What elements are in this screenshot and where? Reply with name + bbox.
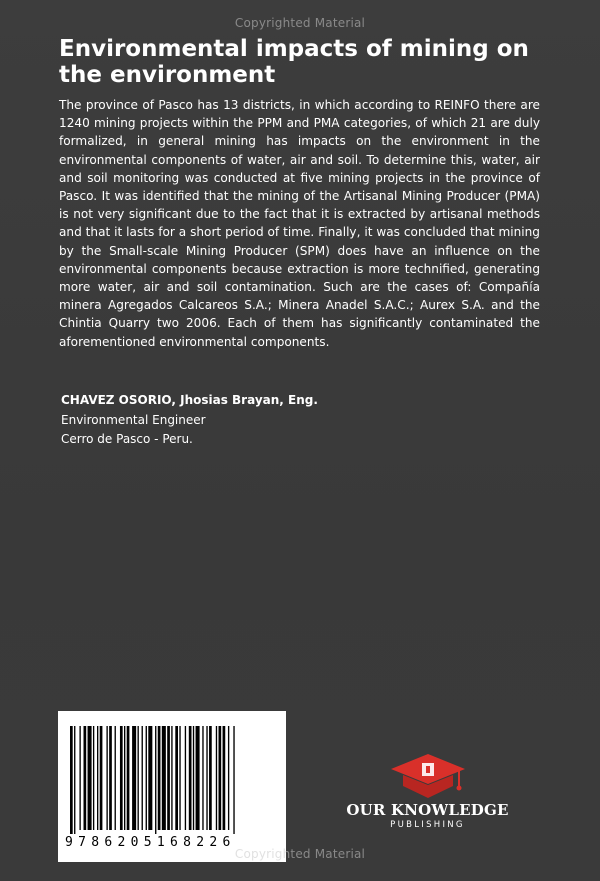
barcode-bar	[175, 726, 178, 830]
barcode-bar	[167, 726, 170, 830]
barcode-bar	[106, 726, 107, 830]
barcode-bar	[233, 726, 234, 834]
barcode-bar	[70, 726, 73, 834]
barcode-bar	[228, 726, 229, 830]
barcode-bar	[124, 726, 125, 830]
author-location: Cerro de Pasco - Peru.	[61, 432, 193, 446]
book-title: Environmental impacts of mining on the environment	[59, 36, 529, 88]
barcode-bar	[88, 726, 92, 830]
barcode-bar	[138, 726, 139, 830]
author-name: CHAVEZ OSORIO, Jhosias Brayan, Eng.	[61, 393, 318, 407]
watermark-top: Copyrighted Material	[234, 16, 366, 30]
barcode-bar	[120, 726, 123, 830]
barcode-bars	[70, 726, 274, 834]
barcode-bar	[100, 726, 103, 830]
barcode-bar	[223, 726, 226, 830]
barcode-bar	[127, 726, 130, 830]
barcode-bar	[209, 726, 212, 830]
barcode-bar	[132, 726, 136, 830]
barcode-bar	[179, 726, 180, 830]
barcode-bar	[185, 726, 186, 830]
barcode-bar	[219, 726, 222, 830]
barcode-bar	[202, 726, 203, 830]
barcode-bar	[142, 726, 143, 830]
barcode-bar	[93, 726, 94, 830]
author-role: Environmental Engineer	[61, 412, 206, 427]
author-block	[61, 391, 318, 450]
barcode-bar	[171, 726, 172, 830]
isbn-barcode	[58, 711, 286, 862]
barcode-bar	[146, 726, 147, 830]
barcode-bar	[196, 726, 200, 830]
barcode-bar	[189, 726, 192, 830]
barcode-bar	[79, 726, 80, 830]
barcode-bar	[155, 726, 156, 834]
publisher-logo-block	[345, 752, 510, 830]
barcode-bar	[115, 726, 116, 830]
barcode-digits: 9786205168226	[65, 835, 236, 850]
barcode-bar	[162, 726, 166, 830]
barcode-bar	[97, 726, 98, 830]
watermark-bottom: Copyrighted Material	[234, 847, 366, 861]
barcode-bar	[84, 726, 87, 830]
mortarboard-book-icon	[389, 752, 467, 800]
publisher-subtitle: PUBLISHING	[390, 820, 465, 830]
barcode-bar	[206, 726, 207, 830]
publisher-name: OUR KNOWLEDGE	[346, 801, 509, 819]
barcode-bar	[148, 726, 152, 830]
barcode-bar	[193, 726, 194, 830]
barcode-bar	[74, 726, 75, 834]
book-abstract: The province of Pasco has 13 districts, in which according to REINFO there are 1240 mining projects within the PPM and PMA categories, of which 21 are duly formalized, in general mining has impacts on the environment in the environmental components of water, air and soil. To determine this, water, air and soil monitoring was conducted at five mining projects in the province of Pasco. It was identified that the mining of the Artisanal Mining Producer (PMA) is not very significant due to the fact that it is extracted by artisanal methods and that it lasts for a short period of time. Finally, it was concluded that mining by the Small-scale Mining Producer (SPM) does have an influence on the environmental components because extraction is more technified, generating more water, air and soil contamination. Such are the cases of: Compañía minera Agregados Calcareos S.A.; Minera Anadel S.A.C.; Aurex S.A. and the Chintia Quarry two 2006. Each of them has significantly contaminated the aforementioned environmental components.	[59, 98, 540, 349]
barcode-bar	[216, 726, 217, 830]
barcode-bar	[109, 726, 112, 830]
barcode-bar	[158, 726, 161, 830]
